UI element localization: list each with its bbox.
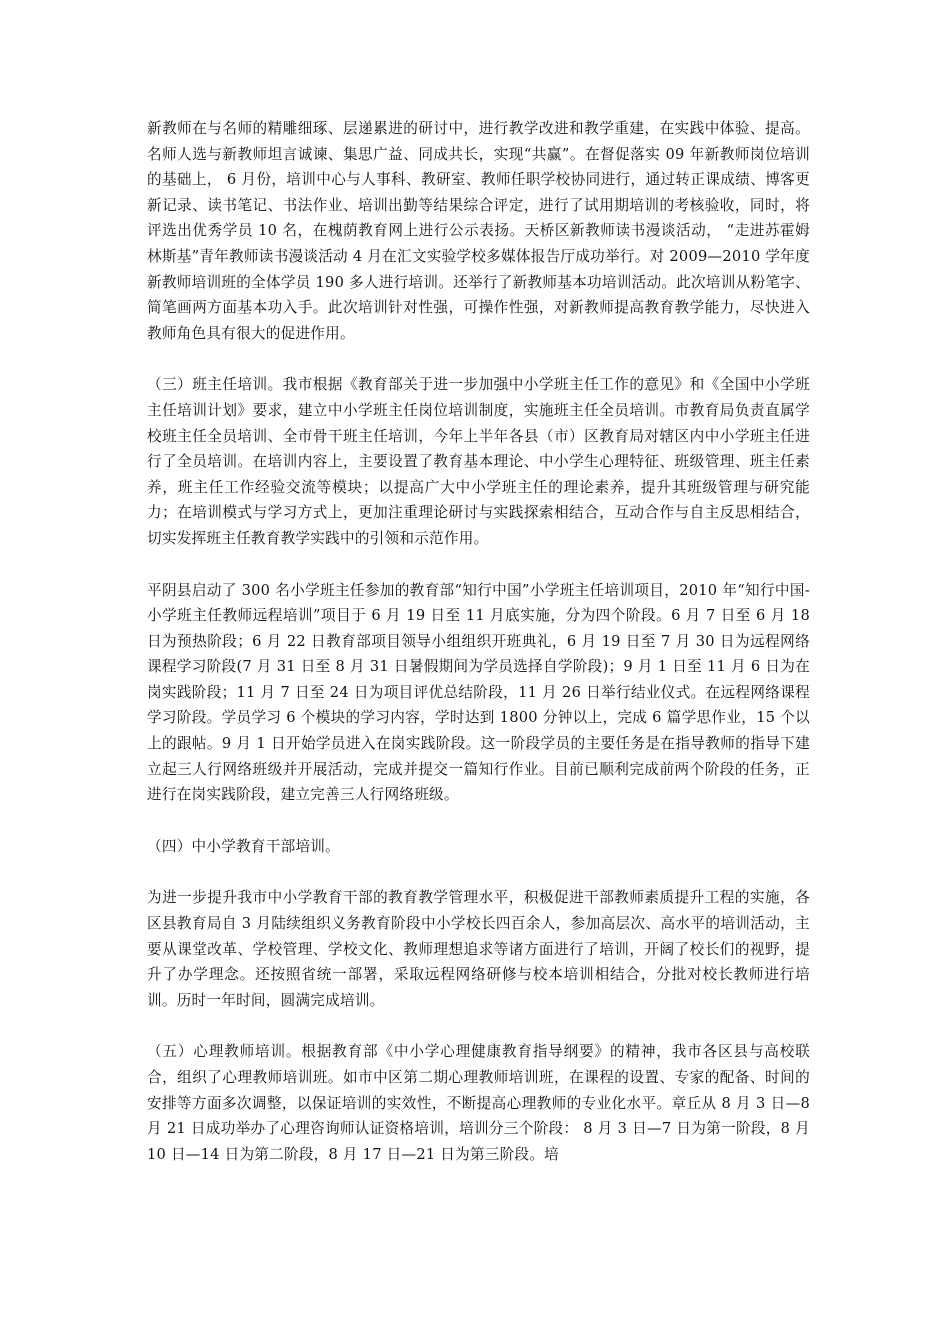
paragraph-psychology-teacher-training: （五）心理教师培训。根据教育部《中小学心理健康教育指导纲要》的精神，我市各区县与高校联合，组织了心理教师培训班。如市中区第二期心理教师培训班，在课程的设置、专家的配备、时间的安排等方面多次调整，以保证培训的实效性，不断提高心理教师的专业化水平。章丘从 8 月 3 日—8 月 21 日成功举办了心理咨询师认证资格培训，培训分三个阶段： 8 月 3 日—7 日为第一阶段，8 月 10 日—14 日为第二阶段，8 月 17 日—21 日为第三阶段。培 (147, 1043, 810, 1163)
paragraph-gap (147, 859, 810, 885)
paragraph-gap (147, 1013, 810, 1039)
paragraph-gap (147, 346, 810, 372)
paragraph-pingyin-project: 平阴县启动了 300 名小学班主任参加的教育部“知行中国”小学班主任培训项目，2010 年“知行中国-小学班主任教师远程培训”项目于 6 月 19 日至 11 月底实施，分为四个阶段。6 月 7 日至 6 月 18 日为预热阶段；6 月 22 日教育部项目领导小组组织开班典礼，6 月 19 日至 7 月 30 日为远程网络课程学习阶段(7 月 31 日至 8 月 31 日暑假期间为学员选择自学阶段)；9 月 1 日至 11 月 6 日为在岗实践阶段；11 月 7 日至 24 日为项目评优总结阶段，11 月 26 日举行结业仪式。在远程网络课程学习阶段。学员学习 6 个模块的学习内容，学时达到 1800 分钟以上，完成 6 篇学思作业，15 个以上的跟帖。9 月 1 日开始学员进入在岗实践阶段。这一阶段学员的主要任务是在指导教师的指导下建立起三人行网络班级并开展活动，完成并提交一篇知行作业。目前已顺利完成前两个阶段的任务，正进行在岗实践阶段，建立完善三人行网络班级。 (147, 581, 810, 804)
paragraph-cadre-training: 为进一步提升我市中小学教育干部的教育教学管理水平，积极促进干部教师素质提升工程的实施，各区县教育局自 3 月陆续组织义务教育阶段中小学校长四百余人，参加高层次、高水平的培训活动，主要从课堂改革、学校管理、学校文化、教师理想追求等诸方面进行了培训，开阔了校长们的视野，提升了办学理念。还按照省统一部署，采取远程网络研修与校本培训相结合，分批对校长教师进行培训。历时一年时间，圆满完成培训。 (147, 889, 810, 1009)
paragraph-gap (147, 808, 810, 834)
document-page (147, 116, 810, 1167)
paragraph-new-teacher-training: 新教师在与名师的精雕细琢、层递累进的研讨中，进行教学改进和教学重建，在实践中体验、提高。名师人选与新教师坦言诚谏、集思广益、同成共长，实现“共赢”。在督促落实 09 年新教师岗位培训的基础上， 6 月份，培训中心与人事科、教研室、教师任职学校协同进行，通过转正课成绩、博客更新记录、读书笔记、书法作业、培训出勤等结果综合评定，进行了试用期培训的考核验收，同时，将评选出优秀学员 10 名，在槐荫教育网上进行公示表扬。天桥区新教师读书漫谈活动， “走进苏霍姆林斯基”青年教师读书漫谈活动 4 月在汇文实验学校多媒体报告厅成功举行。对 2009—2010 学年度新教师培训班的全体学员 190 多人进行培训。还举行了新教师基本功培训活动。此次培训从粉笔字、简笔画两方面基本功入手。此次培训针对性强，可操作性强，对新教师提高教育教学能力，尽快进入教师角色具有很大的促进作用。 (147, 120, 810, 342)
section-heading-cadre-training: （四）中小学教育干部培训。 (147, 837, 340, 855)
paragraph-head-teacher-training: （三）班主任培训。我市根据《教育部关于进一步加强中小学班主任工作的意见》和《全国中小学班主任培训计划》要求，建立中小学班主任岗位培训制度，实施班主任全员培训。市教育局负责直属学校班主任全员培训、全市骨干班主任培训，今年上半年各县（市）区教育局对辖区内中小学班主任进行了全员培训。在培训内容上，主要设置了教育基本理论、中小学生心理特征、班级管理、班主任素养，班主任工作经验交流等模块；以提高广大中小学班主任的理论素养，提升其班级管理与研究能力；在培训模式与学习方式上，更加注重理论研讨与实践探索相结合，互动合作与自主反思相结合，切实发挥班主任教育教学实践中的引领和示范作用。 (147, 376, 810, 547)
paragraph-gap (147, 552, 810, 578)
